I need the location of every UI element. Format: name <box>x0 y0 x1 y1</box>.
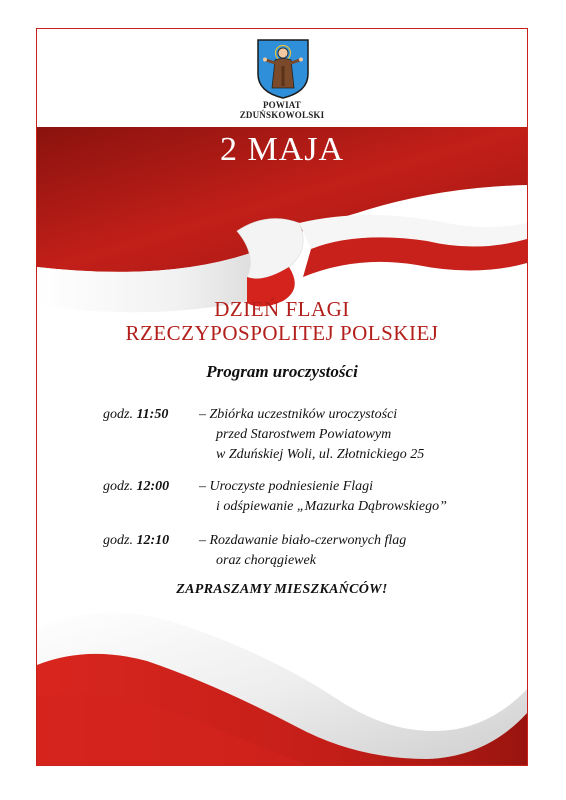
program-item-description <box>199 531 406 571</box>
program-title: Program uroczystości <box>206 362 358 381</box>
headline-line1: DZIEŃ FLAGI <box>214 297 350 321</box>
invitation-text: ZAPRASZAMY MIESZKAŃCÓW! <box>176 582 388 597</box>
description-line: – Zbiórka uczestników uroczystości <box>199 407 398 422</box>
description-line: w Zduńskiej Woli, ul. Złotnickiego 25 <box>216 447 425 462</box>
description-line: oraz chorągiewek <box>216 553 316 568</box>
program-item-description <box>199 405 424 465</box>
description-line: i odśpiewanie „Mazurka Dąbrowskiego” <box>216 499 447 514</box>
coat-of-arms-icon <box>256 38 310 100</box>
program-item-description <box>199 477 447 517</box>
description-line: – Uroczyste podniesienie Flagi <box>199 479 374 494</box>
time-value: 12:00 <box>136 479 170 494</box>
program-item <box>103 477 447 514</box>
time-label: godz. 11:50 <box>103 407 169 422</box>
program-item <box>103 405 425 462</box>
county-name-line1: POWIAT <box>262 100 302 110</box>
poster-frame <box>36 28 528 766</box>
county-name-line2: ZDUŃSKOWOLSKI <box>239 110 325 120</box>
time-label: godz. 12:00 <box>103 479 170 494</box>
time-value: 12:10 <box>136 533 170 548</box>
event-date: 2 MAJA <box>219 131 345 168</box>
time-value: 11:50 <box>136 407 169 422</box>
time-label: godz. 12:10 <box>103 533 170 548</box>
headline-line2: RZECZYPOSPOLITEJ POLSKIEJ <box>125 321 439 345</box>
flag-ribbon-bottom <box>37 589 527 766</box>
program-item <box>103 531 407 568</box>
description-line: przed Starostwem Powiatowym <box>216 427 392 442</box>
description-line: – Rozdawanie biało-czerwonych flag <box>199 533 407 548</box>
